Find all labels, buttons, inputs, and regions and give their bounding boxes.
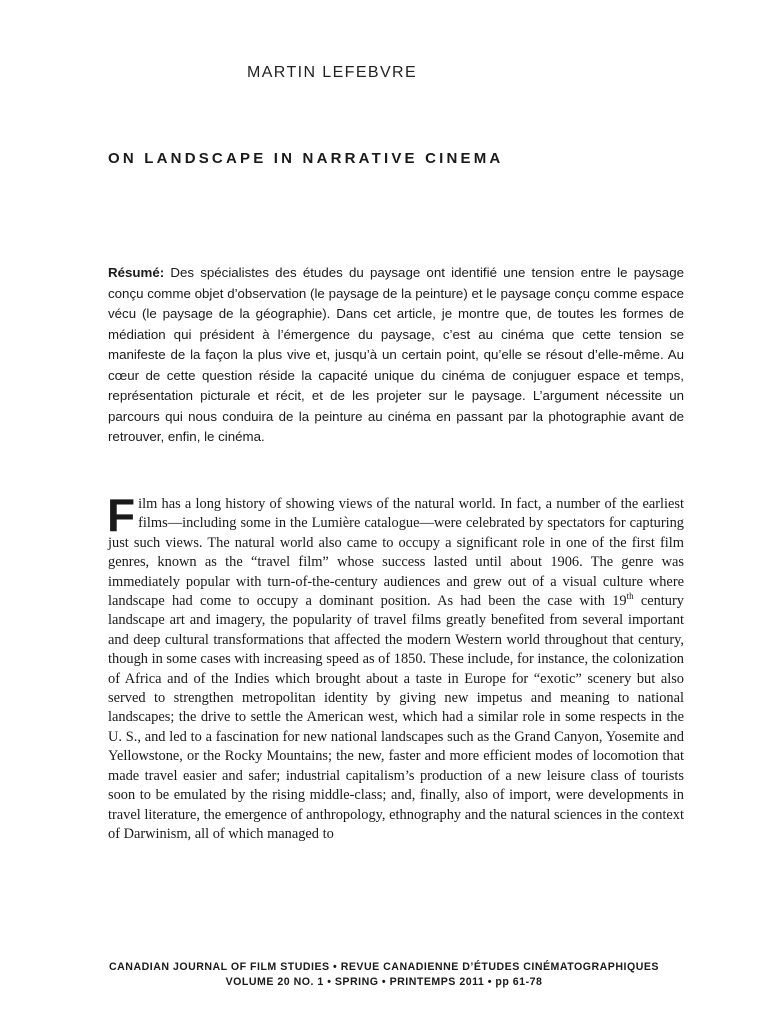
abstract-text: Des spécialistes des études du paysage ont identifié une tension entre le paysage conçu comme objet d’observation (le paysage de la peinture) et le paysage conçu comme espace vécu (le paysage de la géographie). Dans cet article, je montre que, de toutes les formes de médiation qui président à l’émergence du paysage, c’est au cinéma que cette tension se manifeste de la façon la plus vive et, jusqu’à un certain point, qu’elle se résout d’elle-même. Au cœur de cette question réside la capacité unique du cinéma de conjuguer espace et temps, représentation picturale et récit, et de les projeter sur le paysage. L’argument nécessite un parcours qui nous conduira de la peinture au cinéma en passant par la photographie avant de retrouver, enfin, le cinéma.	[108, 265, 684, 444]
body-text-part-2: century landscape art and imagery, the popularity of travel films greatly benefited from several important and deep cultural transformations that affected the modern Western world throughout that century, though in some cases with increasing speed as of 1850. These include, for instance, the colonization of Africa and of the Indies which brought about a taste in Europe for “exotic” scenery but also served to strengthen metropolitan identity by giving new impetus and meaning to national landscapes; the drive to settle the American west, which had a similar role in some respects in the U. S., and led to a fascination for new national landscapes such as the Grand Canyon, Yosemite and Yellowstone, or the Rocky Mountains; the new, faster and more efficient modes of locomotion that made travel easier and safer; industrial capitalism’s production of a new leisure class of tourists soon to be emulated by the rising middle-class; and, finally, also of import, were developments in travel literature, the emergence of anthropology, ethnography and the natural sciences in the context of Darwinism, all of which managed to	[108, 593, 685, 842]
body-paragraph	[107, 489, 685, 844]
footer-issue-info: VOLUME 20 NO. 1 • SPRING • PRINTEMPS 2011 • pp 61-78	[225, 976, 543, 988]
footer-journal-name: CANADIAN JOURNAL OF FILM STUDIES • REVUE CANADIENNE D’ÉTUDES CINÉMATOGRAPHIQUES	[109, 961, 659, 973]
abstract	[108, 263, 684, 448]
journal-footer	[0, 960, 768, 990]
abstract-label: Résumé:	[108, 265, 165, 280]
article-title: ON LANDSCAPE IN NARRATIVE CINEMA	[108, 150, 504, 167]
body-text-part-1: ilm has a long history of showing views of the natural world. In fact, a number of the earliest films—including some in the Lumière catalogue—were celebrated by spectators for capturing just such views. The natural world also came to occupy a significant role in one of the first film genres, known as the “travel film” whose success lasted until about 1906. The genre was immediately popular with turn-of-the-century audiences and grew out of a visual culture where landscape had come to occupy a dominant position. As had been the case with 19	[108, 496, 684, 610]
superscript-th: th	[626, 591, 634, 602]
drop-cap: F	[107, 489, 136, 541]
author-name: MARTIN LEFEBVRE	[247, 64, 418, 81]
